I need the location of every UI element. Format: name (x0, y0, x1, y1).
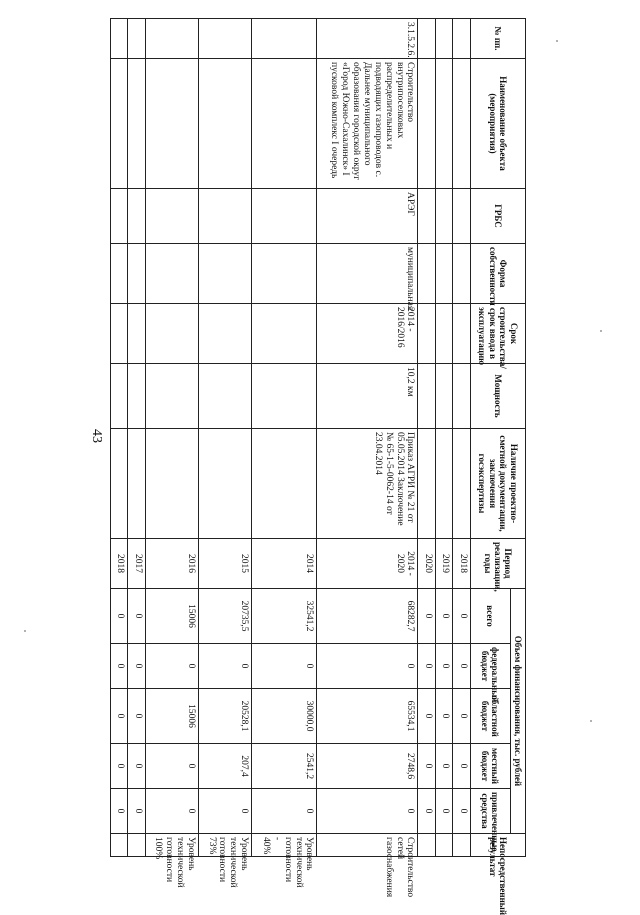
cell-local: 0 (435, 744, 452, 789)
cell-capacity (145, 364, 198, 429)
cell-num (252, 19, 317, 59)
cell-regional: 0 (418, 689, 435, 744)
cell-total: 20735,5 (199, 589, 252, 644)
cell-term (435, 304, 452, 364)
table-row (128, 19, 145, 857)
cell-total: 68282,7 (317, 589, 418, 644)
cell-num (199, 19, 252, 59)
finance-table (110, 18, 526, 915)
cell-federal: 0 (435, 644, 452, 689)
cell-term: 2014 - 2016/2016 (317, 304, 418, 364)
cell-name (128, 59, 145, 189)
cell-grbs (453, 189, 470, 244)
cell-grbs (252, 189, 317, 244)
cell-period: 2016 (145, 539, 198, 589)
table-row (453, 19, 470, 857)
cell-name (453, 59, 470, 189)
cell-federal: 0 (252, 644, 317, 689)
cell-regional: 0 (128, 689, 145, 744)
cell-name (435, 59, 452, 189)
header-grbs: ГРБС (470, 189, 525, 244)
cell-local: 0 (128, 744, 145, 789)
cell-period: 2017 (128, 539, 145, 589)
cell-regional: 0 (453, 689, 470, 744)
cell-attracted: 0 (252, 789, 317, 834)
table-row (435, 19, 452, 857)
cell-num (453, 19, 470, 59)
cell-docs (128, 429, 145, 539)
cell-grbs: АРЭГ (317, 189, 418, 244)
cell-total: 0 (435, 589, 452, 644)
header-docs: Наличие проектно-сметной документации, заключения госэкспертизы (470, 429, 525, 539)
cell-num (418, 19, 435, 59)
cell-result: Строительство сетей газоснабжения (317, 834, 418, 857)
cell-docs (145, 429, 198, 539)
cell-local: 2541,2 (252, 744, 317, 789)
cell-docs (111, 429, 128, 539)
cell-attracted: 0 (435, 789, 452, 834)
cell-capacity (418, 364, 435, 429)
cell-name (145, 59, 198, 189)
cell-result: Уровень технической готовности 73% (199, 834, 252, 857)
cell-ownership (435, 244, 452, 304)
cell-docs: Приказ АГРИ № 21 от 05.05.2014 Заключение № 65-1-5-0062-14 от 23.04.2014 (317, 429, 418, 539)
cell-capacity (252, 364, 317, 429)
cell-local: 0 (418, 744, 435, 789)
cell-period: 2014 - 2020 (317, 539, 418, 589)
cell-term (128, 304, 145, 364)
table-row (199, 19, 252, 857)
table-row (111, 19, 128, 857)
cell-total: 0 (128, 589, 145, 644)
cell-grbs (128, 189, 145, 244)
cell-grbs (199, 189, 252, 244)
cell-ownership: муниципальная (317, 244, 418, 304)
cell-grbs (435, 189, 452, 244)
header-period: Период реализации, годы (470, 539, 525, 589)
cell-period: 2020 (418, 539, 435, 589)
cell-docs (252, 429, 317, 539)
header-num: № пп. (470, 19, 525, 59)
cell-result (453, 834, 470, 857)
cell-ownership (199, 244, 252, 304)
cell-result: Уровень технической готовности - 40% (252, 834, 317, 857)
cell-federal: 0 (199, 644, 252, 689)
cell-term (145, 304, 198, 364)
table-body (111, 19, 471, 898)
cell-name (252, 59, 317, 189)
header-federal: федеральный бюджет (470, 644, 510, 689)
cell-term (199, 304, 252, 364)
cell-docs (435, 429, 452, 539)
cell-ownership (128, 244, 145, 304)
cell-local: 207,4 (199, 744, 252, 789)
table-row (252, 19, 317, 857)
header-capacity: Мощность (470, 364, 525, 429)
cell-result: Уровень технической готовности 100% (145, 834, 198, 857)
cell-num (111, 19, 128, 59)
document-sheet (110, 18, 526, 915)
cell-capacity (435, 364, 452, 429)
cell-period: 2015 (199, 539, 252, 589)
cell-period: 2018 (111, 539, 128, 589)
cell-capacity (199, 364, 252, 429)
cell-term (418, 304, 435, 364)
header-finance-group: Объем финансирования, тыс. рублей (510, 589, 525, 834)
cell-local: 0 (145, 744, 198, 789)
table-row (418, 19, 435, 857)
cell-federal: 0 (453, 644, 470, 689)
cell-result (418, 834, 435, 857)
cell-term (111, 304, 128, 364)
cell-result (128, 834, 145, 857)
header-name: Наименование объекта (мероприятия) (470, 59, 525, 189)
cell-capacity (128, 364, 145, 429)
cell-total: 15006 (145, 589, 198, 644)
cell-name (111, 59, 128, 189)
cell-local: 0 (453, 744, 470, 789)
header-regional: областной бюджет (470, 689, 510, 744)
cell-regional: 0 (111, 689, 128, 744)
cell-ownership (111, 244, 128, 304)
cell-period: 2018 (453, 539, 470, 589)
table-row (317, 19, 418, 857)
cell-federal: 0 (111, 644, 128, 689)
rotated-table-area (110, 18, 526, 915)
cell-attracted: 0 (111, 789, 128, 834)
header-attracted: привлеченные средства (470, 789, 510, 834)
cell-ownership (252, 244, 317, 304)
cell-regional: 30000,0 (252, 689, 317, 744)
cell-docs (418, 429, 435, 539)
cell-federal: 0 (128, 644, 145, 689)
scan-speck (556, 40, 558, 42)
cell-regional: 20528,1 (199, 689, 252, 744)
cell-attracted: 0 (145, 789, 198, 834)
cell-attracted: 0 (453, 789, 470, 834)
cell-capacity (453, 364, 470, 429)
cell-federal: 0 (418, 644, 435, 689)
page-number: 43 (89, 429, 104, 443)
cell-num (435, 19, 452, 59)
cell-attracted: 0 (199, 789, 252, 834)
scan-speck (590, 720, 592, 722)
scan-speck (24, 630, 26, 632)
header-term: Срок строительства/срок ввода в эксплуатацию (470, 304, 525, 364)
cell-total: 32541,2 (252, 589, 317, 644)
cell-grbs (111, 189, 128, 244)
header-result: Непосредственный результат (470, 834, 525, 857)
cell-ownership (145, 244, 198, 304)
cell-term (453, 304, 470, 364)
scan-speck (600, 330, 602, 332)
cell-result (435, 834, 452, 857)
cell-ownership (453, 244, 470, 304)
cell-regional: 65534,1 (317, 689, 418, 744)
cell-capacity (111, 364, 128, 429)
header-total: всего (470, 589, 510, 644)
header-ownership: Форма собственности (470, 244, 525, 304)
cell-capacity: 10,2 км (317, 364, 418, 429)
cell-attracted: 0 (128, 789, 145, 834)
cell-docs (453, 429, 470, 539)
cell-name (199, 59, 252, 189)
cell-result (111, 834, 128, 857)
cell-ownership (418, 244, 435, 304)
cell-total: 0 (111, 589, 128, 644)
cell-attracted: 0 (317, 789, 418, 834)
cell-total: 0 (418, 589, 435, 644)
table-row (145, 19, 198, 857)
header-local: местный бюджет (470, 744, 510, 789)
cell-docs (199, 429, 252, 539)
cell-num (128, 19, 145, 59)
cell-period: 2019 (435, 539, 452, 589)
cell-name (418, 59, 435, 189)
cell-federal: 0 (317, 644, 418, 689)
cell-num (145, 19, 198, 59)
cell-local: 2748,6 (317, 744, 418, 789)
cell-num: 3.1.5.2.6. (317, 19, 418, 59)
cell-regional: 0 (435, 689, 452, 744)
cell-attracted: 0 (418, 789, 435, 834)
cell-regional: 15006 (145, 689, 198, 744)
cell-grbs (418, 189, 435, 244)
cell-name: Строительство внутрипоселковых распределительных и подводящих газопроводов с. Дальнее муниципального образования городской округ «Город Южно-Сахалинск» I пусковой комплекс I очередь (317, 59, 418, 189)
cell-term (252, 304, 317, 364)
cell-total: 0 (453, 589, 470, 644)
cell-local: 0 (111, 744, 128, 789)
cell-federal: 0 (145, 644, 198, 689)
cell-grbs (145, 189, 198, 244)
cell-period: 2014 (252, 539, 317, 589)
